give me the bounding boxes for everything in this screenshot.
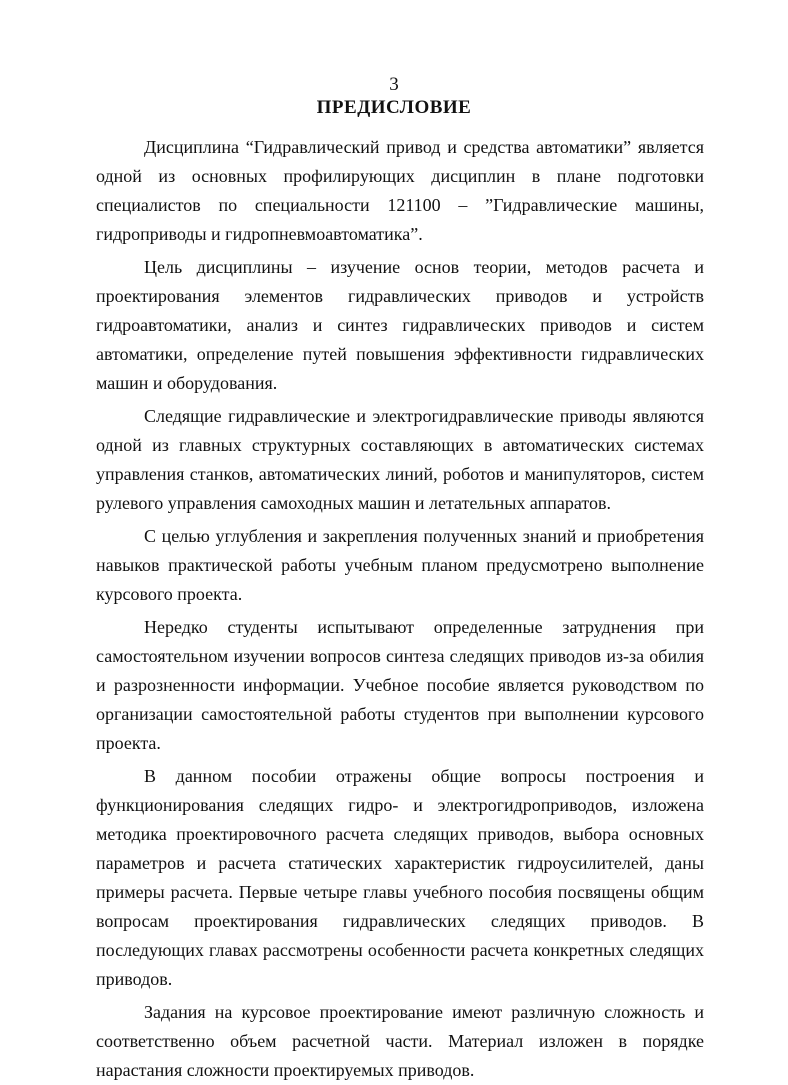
page-title: ПРЕДИСЛОВИЕ	[316, 97, 472, 118]
paragraph-goal: Цель дисциплины – изучение основ теории, методов расчета и проектирования элементов гидравлических приводов и устройств гидроавтоматики, анализ и синтез гидравлических приводов и систем автоматики, определение путей повышения эффективности гидравлических машин и оборудования.	[96, 257, 704, 393]
paragraph-difficulties: Нередко студенты испытывают определенные затруднения при самостоятельном изучении вопросов синтеза следящих приводов из-за обилия и разрозненности информации. Учебное пособие является руководством по организации самостоятельной работы студентов при выполнении курсового проекта.	[96, 617, 704, 753]
paragraph-assignments: Задания на курсовое проектирование имеют различную сложность и соответственно объем расчетной части. Материал изложен в порядке нарастания сложности проектируемых приводов.	[96, 1002, 704, 1080]
body-text	[96, 133, 704, 1085]
page-number: 3	[389, 74, 399, 95]
paragraph-course-project: С целью углубления и закрепления полученных знаний и приобретения навыков практической работы учебным планом предусмотрено выполнение курсового проекта.	[96, 526, 704, 604]
paragraph-contents: В данном пособии отражены общие вопросы построения и функционирования следящих гидро- и электрогидроприводов, изложена методика проектировочного расчета следящих приводов, выбора основных параметров и расчета статических характеристик гидроусилителей, даны примеры расчета. Первые четыре главы учебного пособия посвящены общим вопросам проектирования гидравлических следящих приводов. В последующих главах рассмотрены особенности расчета конкретных следящих приводов.	[96, 766, 704, 989]
paragraph-servo-drives: Следящие гидравлические и электрогидравлические приводы являются одной из главных структурных составляющих в автоматических системах управления станков, автоматических линий, роботов и манипуляторов, систем рулевого управления самоходных машин и летательных аппаратов.	[96, 406, 704, 513]
paragraph-discipline: Дисциплина “Гидравлический привод и средства автоматики” является одной из основных профилирующих дисциплин в плане подготовки специалистов по специальности 121100 – ”Гидравлические машины, гидроприводы и гидропневмоавтоматика”.	[96, 137, 704, 244]
